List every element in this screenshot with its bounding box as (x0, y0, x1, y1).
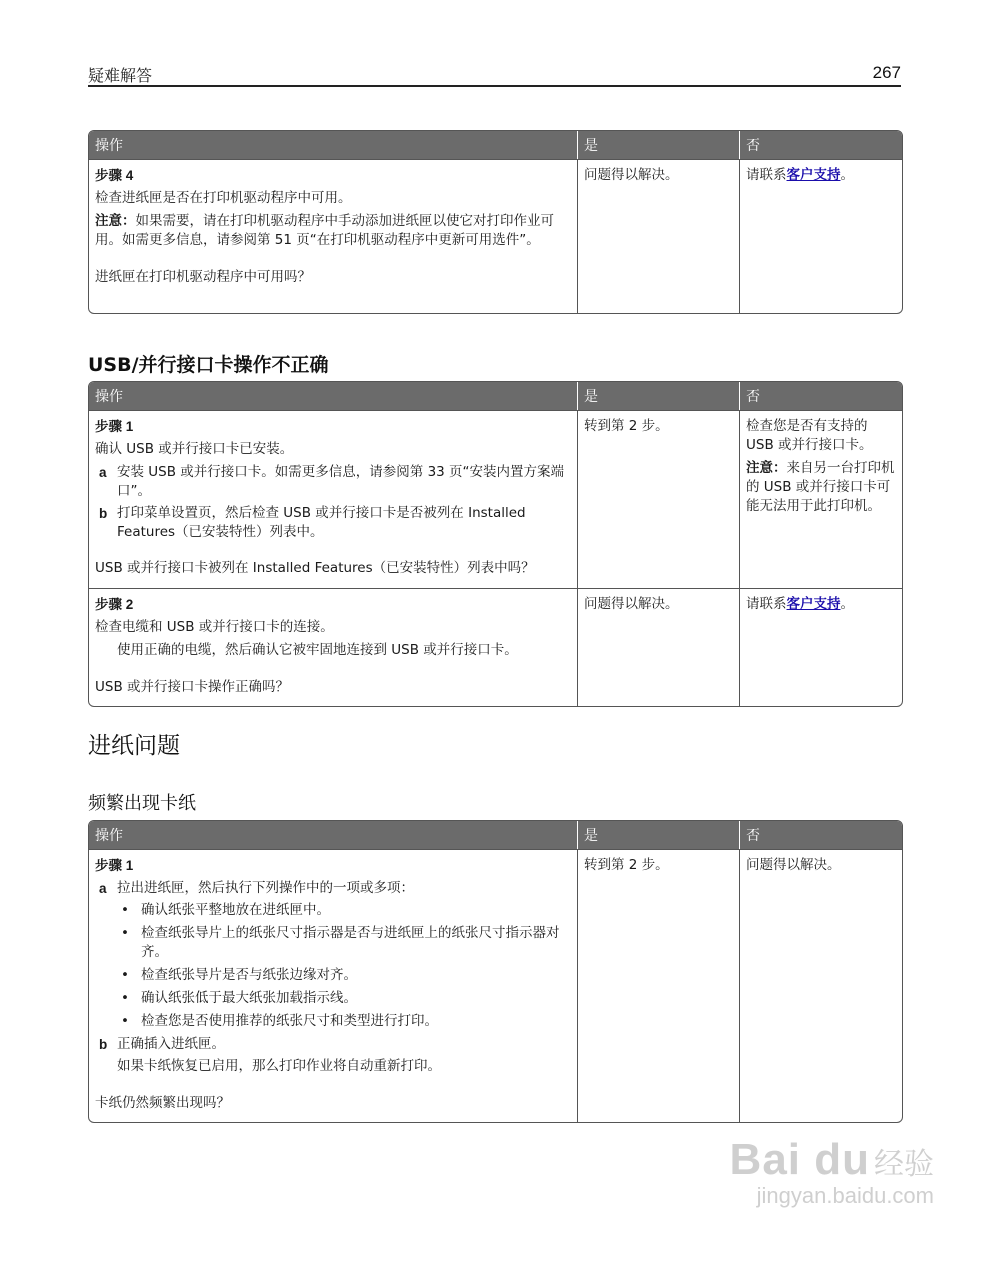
col-action-header: 操作 (89, 821, 577, 849)
no-cell (739, 588, 902, 706)
table-header-row (89, 821, 902, 849)
bullet-text: 检查纸张导片上的纸张尺寸指示器是否与进纸匣上的纸张尺寸指示器对齐。 (141, 925, 560, 960)
list-item (95, 504, 571, 542)
yes-cell (577, 159, 739, 313)
list-item (95, 463, 571, 501)
action-text: 确认 USB 或并行接口卡已安装。 (95, 441, 294, 457)
list-text: 安装 USB 或并行接口卡。如需更多信息，请参阅第 33 页“安装内置方案端口”。 (117, 464, 565, 499)
bullet-text: 确认纸张平整地放在进纸匣中。 (141, 902, 330, 918)
col-yes-header: 是 (577, 382, 739, 410)
jam-table (88, 820, 903, 1123)
note-label: 注意： (746, 460, 787, 476)
no-cell (739, 159, 902, 313)
table-row (89, 849, 902, 1122)
no-cell (739, 410, 902, 588)
page-number: 267 (872, 63, 901, 82)
section-title-jam: 频繁出现卡纸 (88, 793, 196, 814)
section-title-usb: USB/并行接口卡操作不正确 (88, 354, 329, 376)
col-no-header: 否 (739, 821, 902, 849)
table-header-row (89, 382, 902, 410)
no-text-prefix: 请联系 (746, 596, 787, 612)
bullet-item: • 确认纸张平整地放在进纸匣中。 (95, 901, 571, 920)
note (746, 459, 896, 516)
yes-text: 问题得以解决。 (584, 167, 679, 183)
bullet-text: 检查您是否使用推荐的纸张尺寸和类型进行打印。 (141, 1013, 438, 1029)
yes-text: 转到第 2 步。 (584, 418, 669, 434)
watermark-logo: Bai du (729, 1135, 870, 1184)
action-cell (89, 849, 577, 1122)
note-label: 注意： (95, 213, 136, 229)
no-text: 检查您是否有支持的 USB 或并行接口卡。 (746, 418, 873, 453)
list-marker: b (99, 506, 108, 521)
action-text: 检查进纸匣是否在打印机驱动程序中可用。 (95, 190, 352, 206)
list-text: 打印菜单设置页，然后检查 USB 或并行接口卡是否被列在 Installed Features（已安装特性）列表中。 (117, 505, 526, 540)
bullet-item: • 检查纸张导片是否与纸张边缘对齐。 (95, 966, 571, 985)
question-text: USB 或并行接口卡操作正确吗？ (95, 679, 290, 695)
no-text-suffix: 。 (840, 596, 854, 612)
col-action-header: 操作 (89, 382, 577, 410)
bullet-item: • 确认纸张低于最大纸张加载指示线。 (95, 989, 571, 1008)
col-yes-header: 是 (577, 131, 739, 159)
list-item (95, 879, 571, 898)
list-marker: a (99, 465, 107, 480)
question-text: 卡纸仍然频繁出现吗？ (95, 1095, 230, 1111)
list-marker: a (99, 881, 107, 896)
no-cell (739, 849, 902, 1122)
yes-cell (577, 588, 739, 706)
customer-support-link[interactable]: 客户支持 (786, 596, 841, 612)
step-label: 步骤 1 (95, 419, 134, 434)
no-text-prefix: 请联系 (746, 167, 787, 183)
no-text: 问题得以解决。 (746, 857, 841, 873)
table-header-row (89, 131, 902, 159)
yes-text: 转到第 2 步。 (584, 857, 669, 873)
list-item (95, 1035, 571, 1054)
action-text: 检查电缆和 USB 或并行接口卡的连接。 (95, 619, 334, 635)
table-row (89, 159, 902, 313)
step-label: 步骤 2 (95, 597, 134, 612)
yes-cell (577, 849, 739, 1122)
action-cell (89, 410, 577, 588)
watermark-url: jingyan.baidu.com (756, 1183, 934, 1208)
yes-text: 问题得以解决。 (584, 596, 679, 612)
no-text-suffix: 。 (840, 167, 854, 183)
baidu-watermark (730, 1135, 934, 1209)
step4-table (88, 130, 903, 314)
table-row (89, 588, 902, 706)
note-text: 如果需要，请在打印机驱动程序中手动添加进纸匣以使它对打印作业可用。如需更多信息，请参阅第 51 页“在打印机驱动程序中更新可用选件”。 (95, 213, 554, 248)
bullet-text: 检查纸张导片是否与纸张边缘对齐。 (141, 967, 357, 983)
bullet-item: • 检查纸张导片上的纸张尺寸指示器是否与进纸匣上的纸张尺寸指示器对齐。 (95, 924, 571, 962)
action-detail: 如果卡纸恢复已启用，那么打印作业将自动重新打印。 (117, 1058, 441, 1074)
col-no-header: 否 (739, 382, 902, 410)
col-action-header: 操作 (89, 131, 577, 159)
running-header-title: 疑难解答 (88, 66, 153, 85)
bullet-item: • 检查您是否使用推荐的纸张尺寸和类型进行打印。 (95, 1012, 571, 1031)
step-label: 步骤 1 (95, 858, 134, 873)
question-text: USB 或并行接口卡被列在 Installed Features（已安装特性）列表中吗？ (95, 560, 535, 576)
section-title-feed: 进纸问题 (88, 733, 180, 759)
list-marker: b (99, 1037, 108, 1052)
step-label: 步骤 4 (95, 168, 134, 183)
bullet-text: 确认纸张低于最大纸张加载指示线。 (141, 990, 357, 1006)
note-text: 来自另一台打印机的 USB 或并行接口卡可能无法用于此打印机。 (746, 460, 895, 514)
question-text: 进纸匣在打印机驱动程序中可用吗？ (95, 269, 311, 285)
note (95, 212, 571, 250)
list-text: 拉出进纸匣，然后执行下列操作中的一项或多项： (117, 880, 414, 896)
customer-support-link[interactable]: 客户支持 (786, 167, 841, 183)
action-cell (89, 588, 577, 706)
watermark-logo-cn: 经验 (874, 1147, 934, 1182)
usb-table (88, 381, 903, 707)
col-no-header: 否 (739, 131, 902, 159)
action-cell (89, 159, 577, 313)
list-text: 正确插入进纸匣。 (117, 1036, 225, 1052)
header-rule (88, 85, 901, 87)
table-row (89, 410, 902, 588)
yes-cell (577, 410, 739, 588)
action-detail: 使用正确的电缆，然后确认它被牢固地连接到 USB 或并行接口卡。 (117, 642, 518, 658)
col-yes-header: 是 (577, 821, 739, 849)
